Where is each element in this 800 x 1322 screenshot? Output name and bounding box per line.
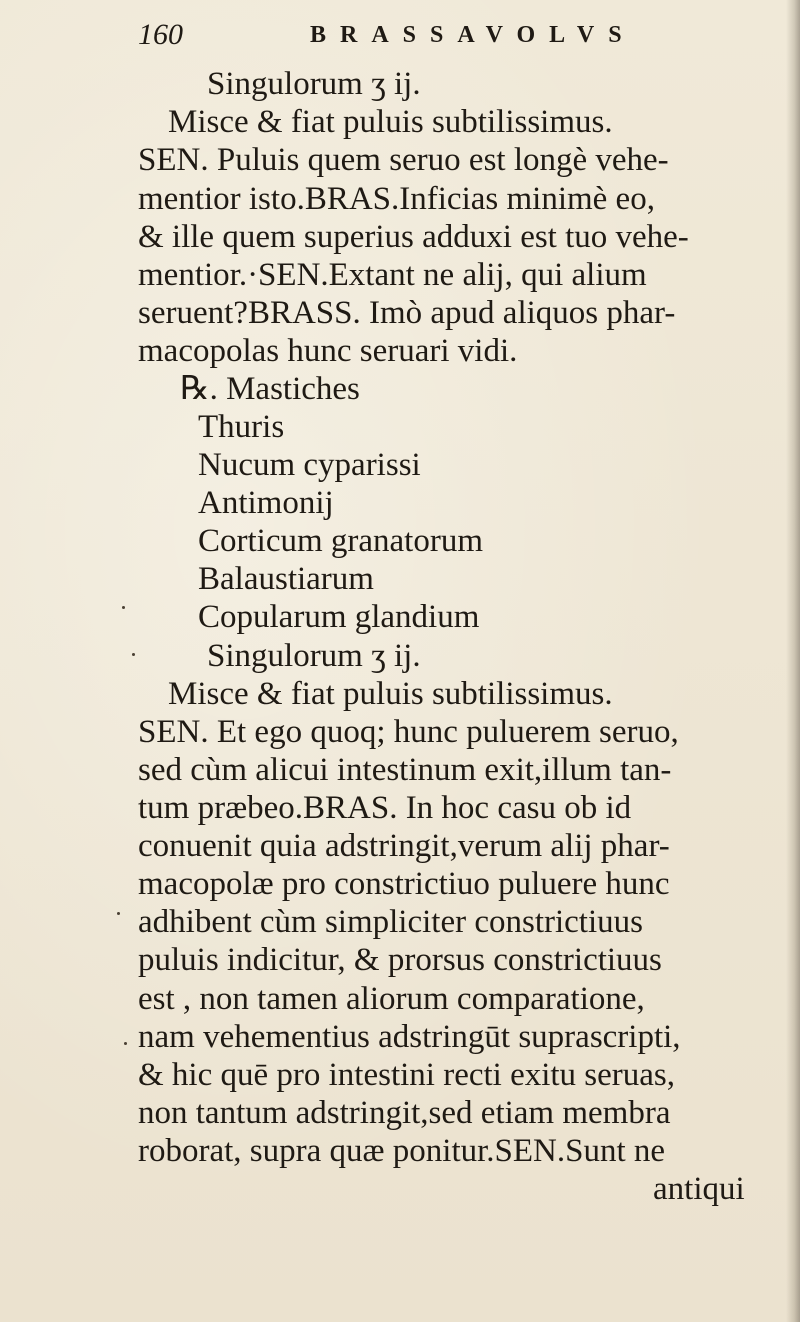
text-line: sed cùm alicui intestinum exit,illum tan- bbox=[138, 752, 672, 788]
stray-ink-mark bbox=[124, 1042, 127, 1045]
text-line: seruent?BRASS. Imò apud aliquos phar- bbox=[138, 295, 676, 331]
text-line: Nucum cyparissi bbox=[198, 447, 421, 483]
stray-ink-mark bbox=[122, 606, 125, 609]
text-line: conuenit quia adstringit,verum alij phar- bbox=[138, 828, 670, 864]
text-line: ℞. Mastiches bbox=[180, 371, 360, 407]
text-line: SEN. Puluis quem seruo est longè vehe- bbox=[138, 142, 669, 178]
text-line: Singulorum ʒ ij. bbox=[207, 66, 421, 102]
page-edge-shadow bbox=[786, 0, 800, 1322]
text-line: Antimonij bbox=[198, 485, 334, 521]
page-number: 160 bbox=[138, 18, 183, 51]
text-line: mentior.·SEN.Extant ne alij, qui alium bbox=[138, 257, 647, 293]
text-line: Misce & fiat puluis subtilissimus. bbox=[168, 104, 613, 140]
text-line: Thuris bbox=[198, 409, 285, 445]
stray-ink-mark bbox=[132, 653, 135, 656]
text-line: tum præbeo.BRAS. In hoc casu ob id bbox=[138, 790, 632, 826]
text-line: Singulorum ʒ ij. bbox=[207, 638, 421, 674]
text-line: & hic quē pro intestini recti exitu seruas, bbox=[138, 1057, 676, 1093]
text-line: SEN. Et ego quoq; hunc puluerem seruo, bbox=[138, 714, 679, 750]
text-line: macopolæ pro constrictiuo puluere hunc bbox=[138, 866, 670, 902]
text-line: antiqui bbox=[653, 1171, 745, 1207]
stray-ink-mark bbox=[117, 912, 120, 915]
text-line: macopolas hunc seruari vidi. bbox=[138, 333, 518, 369]
text-line: Corticum granatorum bbox=[198, 523, 484, 559]
text-line: Misce & fiat puluis subtilissimus. bbox=[168, 676, 613, 712]
text-line: Balaustiarum bbox=[198, 561, 374, 597]
text-line: adhibent cùm simpliciter constrictiuus bbox=[138, 904, 643, 940]
text-line: roborat, supra quæ ponitur.SEN.Sunt ne bbox=[138, 1133, 666, 1169]
text-line: Copularum glandium bbox=[198, 599, 480, 635]
page-header bbox=[138, 18, 658, 58]
text-line: est , non tamen aliorum comparatione, bbox=[138, 981, 645, 1017]
text-line: puluis indicitur, & prorsus constrictiuus bbox=[138, 942, 662, 978]
text-line: mentior isto.BRAS.Inficias minimè eo, bbox=[138, 181, 655, 217]
text-line: nam vehementius adstringūt suprascripti, bbox=[138, 1019, 681, 1055]
text-line: non tantum adstringit,sed etiam membra bbox=[138, 1095, 671, 1131]
text-line: & ille quem superius adduxi est tuo vehe- bbox=[138, 219, 689, 255]
running-head: BRASSAVOLVS bbox=[310, 22, 636, 48]
